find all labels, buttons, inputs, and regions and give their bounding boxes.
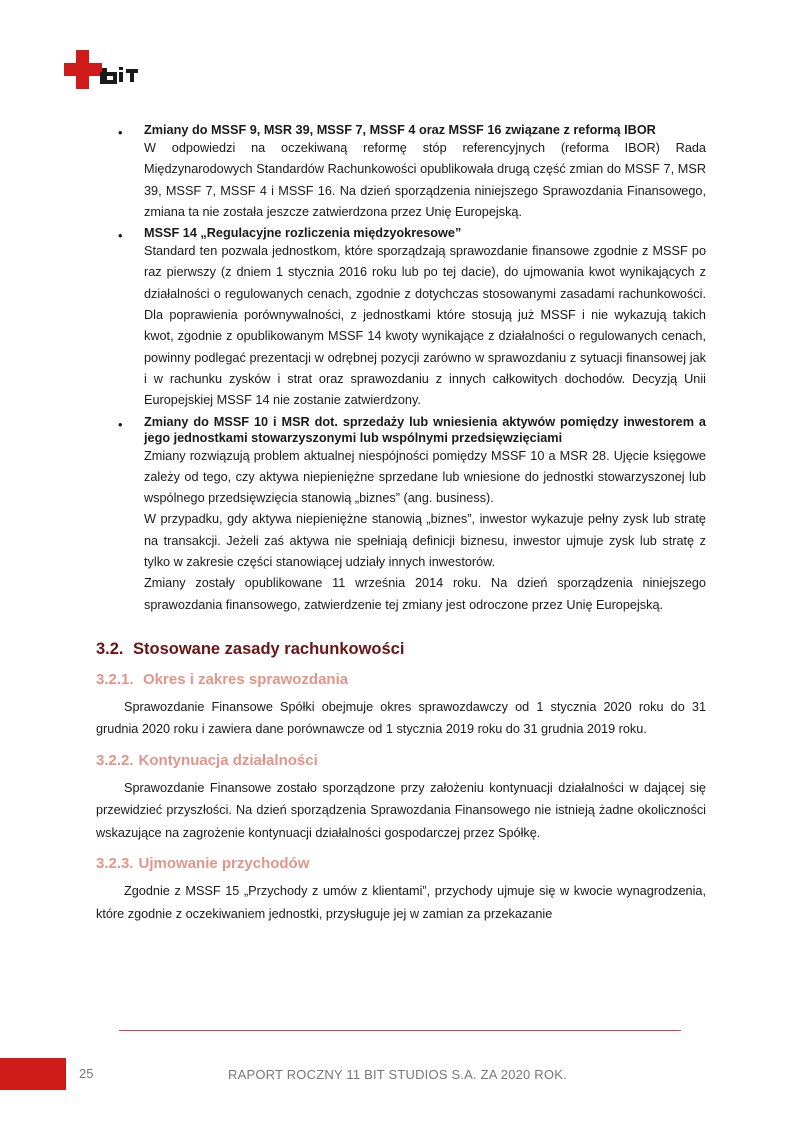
- document-body: [96, 122, 706, 925]
- bullet-text: Zmiany zostały opublikowane 11 września 2014 roku. Na dzień sporządzenia niniejszego sprawozdania finansowego, zatwierdzenie tej zmiany jest odroczone przez Unię Europejską.: [144, 576, 706, 612]
- bullet-title: Zmiany do MSSF 9, MSR 39, MSSF 7, MSSF 4 oraz MSSF 16 związane z reformą IBOR: [144, 123, 656, 137]
- subsection-title: Kontynuacja działalności: [138, 751, 318, 769]
- bullet-title: MSSF 14 „Regulacyjne rozliczenia międzyokresowe”: [144, 226, 462, 241]
- footer-divider: [119, 1030, 681, 1031]
- subsection-heading: [96, 853, 706, 875]
- subsection-heading: [96, 750, 706, 772]
- subsection-text: Sprawozdanie Finansowe zostało sporządzone przy założeniu kontynuacji działalności w dającej się przewidzieć przyszłości. Na dzień sporządzenia Sprawozdania Finansowego nie istnieją żadne okoliczności wskazujące na zagrożenie kontynuacji działalności gospodarczej przez Spółkę.: [96, 780, 706, 840]
- list-item-ibor: [96, 122, 706, 223]
- list-item-mssf14: [96, 225, 706, 411]
- section-number: 3.2.: [96, 639, 124, 658]
- bullet-text: W przypadku, gdy aktywa niepieniężne stanowią „biznes”, inwestor wykazuje pełny zysk lub stratę na transakcji. Jeżeli zaś aktywa nie spełniają definicji biznesu, inwestor ujmuje zysk lub stratę z tylko w zakresie części stanowiącej udziały innych inwestorów.: [144, 512, 706, 570]
- bullet-text: W odpowiedzi na oczekiwaną reformę stóp referencyjnych (reforma IBOR) Rada Międzynarodowych Standardów Rachunkowości opublikowała drugą część zmian do MSSF 7, MSR 39, MSSF 7, MSSF 4 i MSSF 16. Na dzień sporządzenia niniejszego Sprawozdania Finansowego, zmiana ta nie została jeszcze zatwierdzona przez Unię Europejską.: [144, 141, 706, 219]
- bullet-text: Zmiany rozwiązują problem aktualnej niespójności pomiędzy MSSF 10 a MSR 28. Ujęcie księgowe zależy od tego, czy aktywa niepieniężne sprzedane lub wniesione do jednostki stowarzyszonej lub wspólnego przedsięwzięcia stanowią „biznes” (ang. business).: [144, 448, 706, 506]
- bullet-icon: •: [118, 416, 123, 432]
- section-heading: [96, 638, 706, 660]
- subsection-title: Okres i zakres sprawozdania: [143, 670, 349, 688]
- subsection-number: 3.2.3.: [96, 855, 134, 873]
- subsection-number: 3.2.2.: [96, 751, 134, 769]
- page-number: 25: [79, 1066, 94, 1081]
- ifrs-changes-list: [96, 122, 706, 616]
- subsection-heading: [96, 669, 706, 691]
- company-logo: [64, 50, 148, 92]
- subsection-title: Ujmowanie przychodów: [138, 855, 310, 873]
- subsection-text: Zgodnie z MSSF 15 „Przychody z umów z klientami”, przychody ujmuje się w kwocie wynagrodzenia, które zgodnie z oczekiwaniem jednostki, przysługuje jej w zamian za przekazanie: [96, 884, 706, 921]
- section-title: Stosowane zasady rachunkowości: [133, 639, 405, 658]
- bullet-title: Zmiany do MSSF 10 i MSR dot. sprzedaży lub wniesienia aktywów pomiędzy inwestorem a jego jednostkami stowarzyszonymi lub wspólnymi przedsięwzięciami: [144, 414, 706, 445]
- bullet-text: Standard ten pozwala jednostkom, które sporządzają sprawozdanie finansowe zgodnie z MSSF po raz pierwszy (z dniem 1 stycznia 2016 roku lub po tej dacie), do ujmowania kwot wynikających z działalności o regulowanych cenach, zgodnie z dotychczas stosowanymi zasadami rachunkowości. Dla poprawienia porównywalności, z jednostkami które stosują już MSSF i nie wykazują takich kwot, zgodnie z opublikowanym MSSF 14 kwoty wynikające z działalności o regulowanych cenach, powinny podlegać prezentacji w odrębnej pozycji zarówno w sprawozdaniu z sytuacji finansowej jak i w rachunku zysków i strat oraz sprawozdaniu z innych całkowitych dochodów. Decyzją Unii Europejskiej MSSF 14 nie zostanie zatwierdzony.: [144, 244, 706, 408]
- subsection-number: 3.2.1.: [96, 670, 134, 688]
- bullet-icon: •: [118, 125, 123, 140]
- bullet-icon: •: [118, 228, 123, 244]
- footer-title: RAPORT ROCZNY 11 BIT STUDIOS S.A. ZA 2020 ROK.: [228, 1067, 567, 1082]
- footer-accent-block: [0, 1058, 66, 1090]
- list-item-mssf10: [96, 414, 706, 616]
- subsection-text: Sprawozdanie Finansowe Spółki obejmuje okres sprawozdawczy od 1 stycznia 2020 roku do 31 grudnia 2020 roku i zawiera dane porównawcze od 1 stycznia 2019 roku do 31 grudnia 2019 roku.: [96, 699, 706, 737]
